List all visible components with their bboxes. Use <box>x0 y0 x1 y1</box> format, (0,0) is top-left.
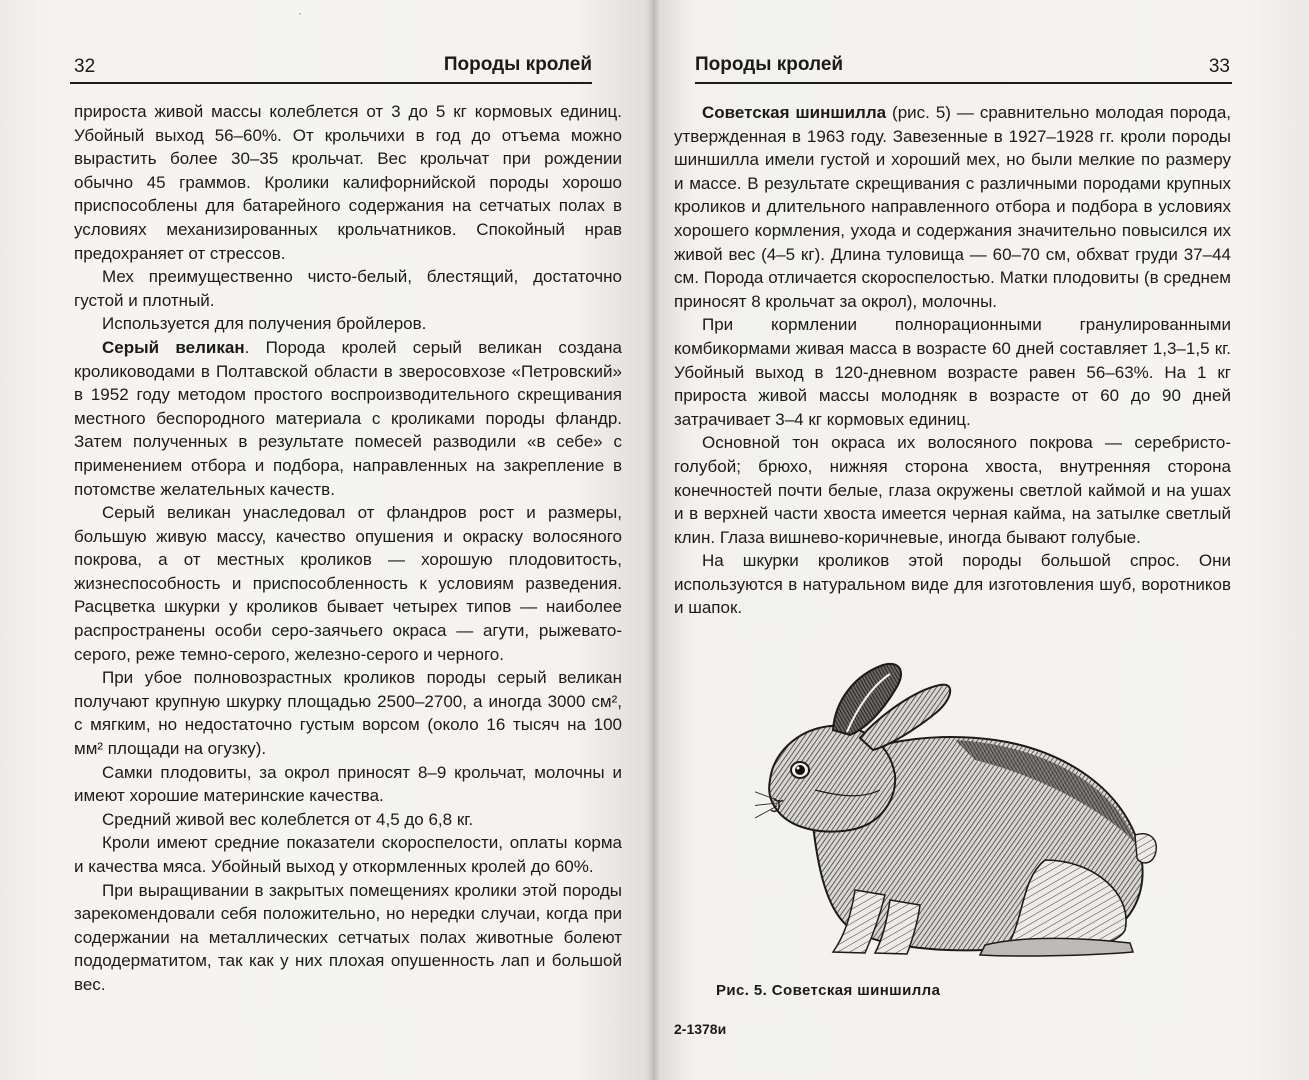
printer-signature: 2-1378и <box>674 1021 727 1037</box>
running-title: Породы кролей <box>443 54 592 75</box>
paragraph: Основной тон окраса их волосяного покрова — серебристо-голубой; брюхо, нижняя сторона хвоста, внутренняя сторона конечностей почти белые, глаза окружены светлой каймой и на ушах и в верхней части хвоста имеется черная кайма, на затылке светлый клин. Глаза вишнево-коричневые, иногда бывают голубые. <box>674 433 1231 547</box>
paragraph: При кормлении полнорационными гранулированными комбикормами живая масса в возрасте 60 дней составляет 1,3–1,5 кг. Убойный выход в 120-дневном возрасте равен 56–63%. На 1 кг прироста живой массы молодняк в возрасте от 60 до 90 дней затрачивает 3–4 кг кормовых единиц. <box>674 315 1231 429</box>
paragraph: На шкурки кроликов этой породы большой спрос. Они используются в натуральном виде для изготовления шуб, воротников и шапок. <box>674 551 1231 618</box>
paragraph: Самки плодовиты, за окрол приносят 8–9 крольчат, молочны и имеют хорошие материнские качества. <box>74 762 622 806</box>
paragraph: Используется для получения бройлеров. <box>102 314 427 334</box>
page-number: 32 <box>74 56 96 77</box>
page-number: 33 <box>1208 56 1230 77</box>
breed-heading: Советская шиншилла <box>702 103 887 122</box>
paragraph: прироста живой массы колеблется от 3 до 5 кг кормовых единиц. Убойный выход 56–60%. От крольчихи в год до отъема можно вырастить более 30–35 крольчат. Вес крольчат при рождении обычно 45 граммов. Кролики калифорнийской породы хорошо приспособлены для батарейного содержания на сетчатых полах в условиях механизированных крольчатников. Спокойный нрав предохраняет от стрессов. <box>74 102 622 263</box>
running-title: Породы кролей <box>695 54 844 75</box>
paragraph: Средний живой вес колеблется от 4,5 до 6,8 кг. <box>102 809 474 829</box>
rabbit-illustration <box>755 660 1165 965</box>
breed-heading: Серый великан <box>102 337 245 357</box>
right-page-body <box>674 101 1231 620</box>
scan-speck: · <box>298 6 302 20</box>
paragraph: Кроли имеют средние показатели скороспелости, оплаты корма и качества мяса. Убойный выход у откормленных кролей до 60%. <box>74 833 622 876</box>
paragraph: Серый великан. Порода кролей серый великан создана кролиководами в Полтавской области в зверосовхозе «Петровский» в 1952 году методом простого воспроизводительного скрещивания местного беспородного материала с кроликами породы фландр. Затем полученных в результате помесей разводили «в себе» с применением отбора и подбора, направленных на закрепление в потомстве желательных качеств. <box>74 337 622 499</box>
book-gutter <box>646 0 660 1080</box>
paragraph: Советская шиншилла (рис. 5) — сравнительно молодая порода, утвержденная в 1963 году. Завезенные в 1927–1928 гг. кроли породы шиншилла имели густой и хороший мех, но были мелкие по размеру и массе. В результате скрещивания с различными породами крупных кроликов и длительного направленного отбора и подбора в условиях хорошего кормления, ухода и содержания значительно повысился их живой вес (4–5 кг). Длина туловища — 60–70 см, обхват груди 37–44 см. Порода отличается скороспелостью. Матки плодовиты (в среднем приносят 8 крольчат за окрол), молочны. <box>674 103 1231 311</box>
figure-caption: Рис. 5. Советская шиншилла <box>716 982 941 999</box>
paragraph: Мех преимущественно чисто-белый, блестящий, достаточно густой и плотный. <box>74 267 622 310</box>
left-page-header <box>70 52 592 84</box>
paragraph: При убое полновозрастных кроликов породы серый великан получают крупную шкурку площадью 2500–2700, а иногда 3000 см², с мягким, но недостаточно густым ворсом (около 16 тысяч на 100 мм² площади на огузку). <box>74 668 622 759</box>
paragraph: Серый великан унаследовал от фландров рост и размеры, большую живую массу, качество опушения и окраску волосяного покрова, а от местных кроликов — хорошую плодовитость, жизнеспособность и приспособленность к условиям разведения. Расцветка шкурки у кроликов бывает четырех типов — наиболее распространены особи серо-заячьего окраса — агути, рыжевато-серого, реже темно-серого, железно-серого и черного. <box>74 503 622 664</box>
right-page-header <box>695 52 1232 84</box>
left-page-body <box>74 100 622 997</box>
paragraph: При выращивании в закрытых помещениях кролики этой породы зарекомендовали себя положительно, но нередки случаи, когда при содержании на металлических сетчатых полах животные болеют пододерматитом, так как у них плохая опушенность лап и большой вес. <box>74 880 622 994</box>
